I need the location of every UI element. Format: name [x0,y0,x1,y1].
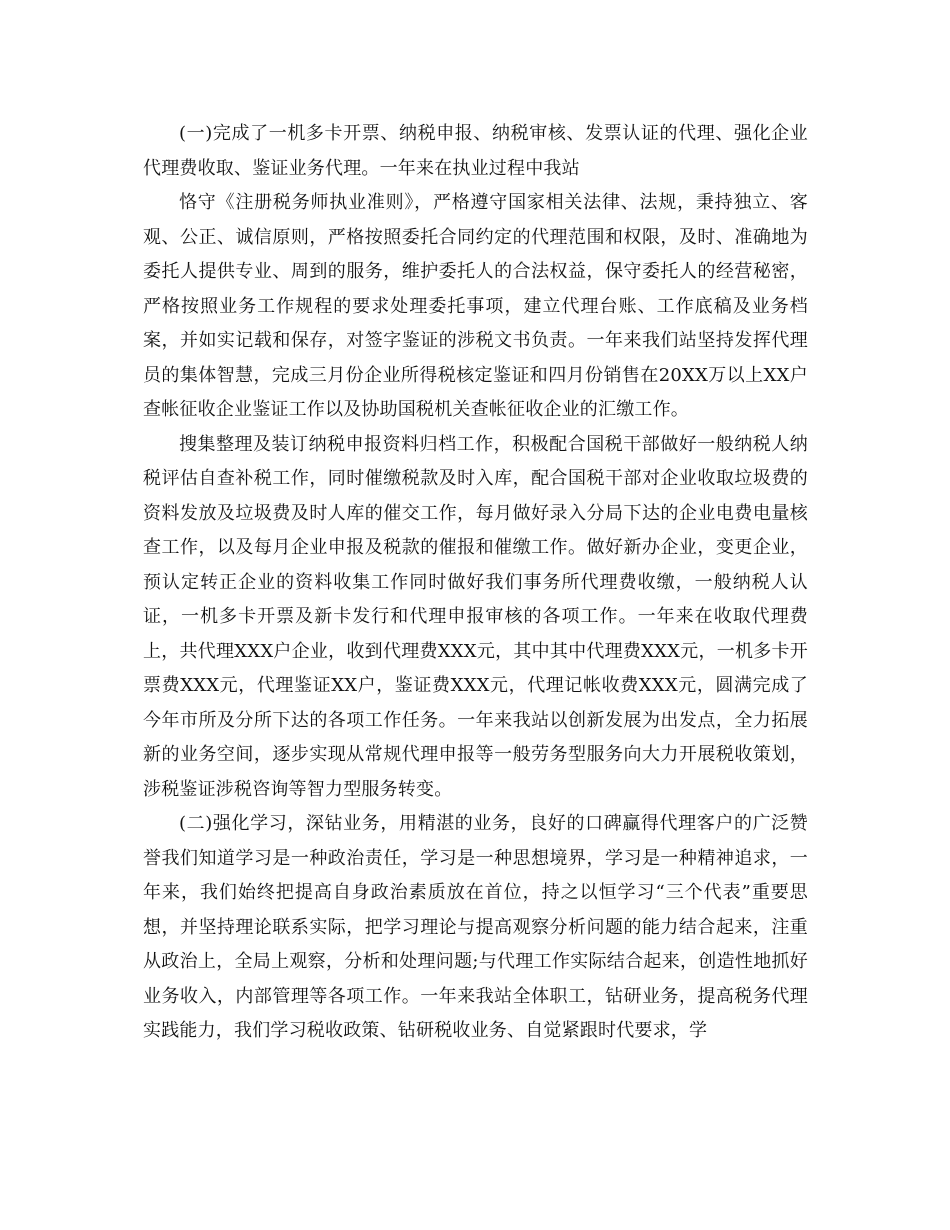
document-body [143,117,808,1049]
paragraph-1: (一)完成了一机多卡开票、纳税申报、纳税审核、发票认证的代理、强化企业代理费收取、鉴证业务代理。一年来在执业过程中我站 [143,123,808,179]
paragraph-4: (二)强化学习，深钻业务，用精湛的业务，良好的口碑赢得代理客户的广泛赞誉我们知道学习是一种政治责任，学习是一种思想境界，学习是一种精神追求，一年来，我们始终把提高自身政治素质放在首位，持之以恒学习“三个代表”重要思想，并坚持理论联系实际，把学习理论与提高观察分析问题的能力结合起来，注重从政治上，全局上观察，分析和处理问题;与代理工作实际结合起来，创造性地抓好业务收入，内部管理等各项工作。一年来我站全体职工，钻研业务，提高税务代理实践能力，我们学习税收政策、钻研税收业务、自觉紧跟时代要求，学 [143,813,808,1041]
paragraph-3: 搜集整理及装订纳税申报资料归档工作，积极配合国税干部做好一般纳税人纳税评估自查补税工作，同时催缴税款及时入库，配合国税干部对企业收取垃圾费的资料发放及垃圾费及时人库的催交工作，每月做好录入分局下达的企业电费电量核查工作，以及每月企业申报及税款的催报和催缴工作。做好新办企业，变更企业，预认定转正企业的资料收集工作同时做好我们事务所代理费收缴，一般纳税人认证，一机多卡开票及新卡发行和代理申报审核的各项工作。一年来在收取代理费上，共代理XXX户企业，收到代理费XXX元，其中其中代理费XXX元，一机多卡开票费XXX元，代理鉴证XX户，鉴证费XXX元，代理记帐收费XXX元，圆满完成了今年市所及分所下达的各项工作任务。一年来我站以创新发展为出发点，全力拓展新的业务空间，逐步实现从常规代理申报等一般劳务型服务向大力开展税收策划，涉税鉴证涉税咨询等智力型服务转变。 [143,433,808,800]
paragraph-2: 恪守《注册税务师执业准则》，严格遵守国家相关法律、法规，秉持独立、客观、公正、诚信原则，严格按照委托合同约定的代理范围和权限，及时、准确地为委托人提供专业、周到的服务，维护委托人的合法权益，保守委托人的经营秘密，严格按照业务工作规程的要求处理委托事项，建立代理台账、工作底稿及业务档案，并如实记载和保存，对签字鉴证的涉税文书负责。一年来我们站坚持发挥代理员的集体智慧，完成三月份企业所得税核定鉴证和四月份销售在20XX万以上XX户查帐征收企业鉴证工作以及协助国税机关查帐征收企业的汇缴工作。 [143,192,808,420]
